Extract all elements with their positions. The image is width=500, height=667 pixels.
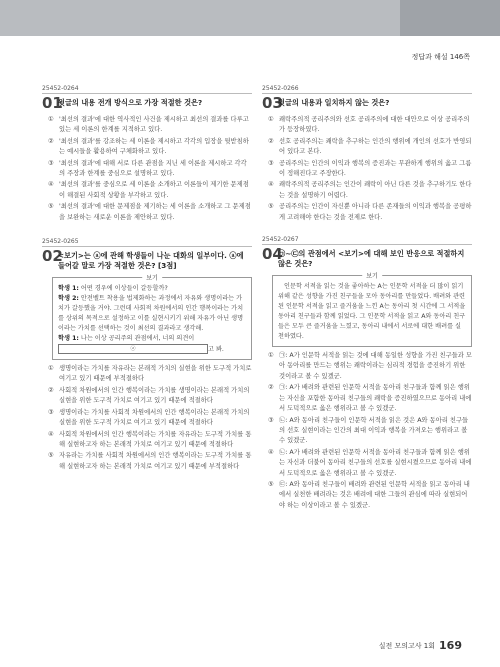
option-text: 공리주의는 인간이 자신뿐 아니라 다른 존재들의 이익과 행복을 공평하게 고려해야 한다는 것을 전제로 한다. [279, 203, 472, 221]
bogi-text: 인문학 서적을 읽는 것을 좋아하는 A는 인문학 서적을 더 많이 읽기 위해 같은 성향을 가진 친구들을 모아 동아리를 만들었다. 배려와 관련된 인문학 서적을 읽고 즐거움을 느낀 A는 동아리 첫 시간에 그 서적을 동아리 친구들과 함께 읽었다. 그 인문학 서적을 읽고 A와 동아리 친구들은 모두 큰 즐거움을 느꼈고, 동아리 내에서 서로에 대한 배려를 실천하였다. [278, 283, 466, 341]
option-text: '최선의 결과'를 강조하는 세 이론을 제시하고 각각의 입장을 뒷받침하는 예시들을 활용하여 구체화하고 있다. [59, 137, 249, 156]
answer-option[interactable] [48, 364, 252, 385]
header-accent-bar [400, 0, 500, 36]
answer-option[interactable] [268, 351, 472, 382]
option-text: 선호 공리주의는 쾌락을 추구하는 인간의 행위에 개인의 선호가 반영되어 있다고 본다. [279, 137, 472, 156]
dialog-line [58, 294, 246, 334]
question-1 [42, 84, 252, 223]
option-text: ㉢: A와 동아리 친구들이 배려와 관련된 인문학 서적을 읽고 동아리 내에서 실천한 배려라는 것은 배려에 대한 그들의 관심에 따라 실현되어야 하는 이상이라고 볼 수 있겠군. [279, 480, 470, 509]
question-4 [262, 235, 472, 511]
question-number: 01 [42, 94, 63, 112]
dialog-text: 나는 이상 공리주의 관점에서, 너의 의견이 [80, 335, 195, 343]
option-number: ⑤ [48, 203, 54, 211]
option-text: '최선의 결과'를 중심으로 세 이론을 소개하고 이론들이 제기한 문제점이 해결된 사회적 상황을 부각하고 있다. [59, 181, 249, 199]
dialog-text: 어떤 경우에 이상들이 갈등할까? [80, 285, 168, 293]
question-text: <보기>는 ⓐ에 관해 학생들이 나눈 대화의 일부이다. ⓐ에 들어갈 말로 가장 적절한 것은? [3점] [58, 251, 244, 271]
answer-option[interactable] [48, 137, 252, 158]
option-text: '최선의 결과'에 대한 문제점을 제기하는 세 이론을 소개하고 그 문제점을 보완하는 새로운 이론을 제안하고 있다. [59, 203, 251, 221]
option-number: ③ [268, 159, 274, 167]
page-number: 169 [439, 639, 462, 652]
answer-option[interactable] [268, 115, 472, 136]
dialog-line [58, 344, 246, 355]
dialog-line [58, 284, 246, 294]
option-text: ㉠: A가 배려와 관련된 인문학 서적을 동아리 친구들과 함께 읽은 행위는 자신을 포함한 동아리 친구들의 쾌락을 증진하였으므로 동아리 내에서 도덕적으로 옳은 행위라고 볼 수 있겠군. [279, 384, 472, 413]
option-list [48, 115, 252, 223]
page-footer [379, 639, 462, 652]
option-text: ㉡: A와 동아리 친구들이 인문학 서적을 읽은 것은 A와 동아리 친구들의 선호 실현이라는 인간의 최대 이익과 행복을 가져오는 행위라고 볼 수 있겠군. [279, 416, 469, 445]
answer-option[interactable] [268, 480, 472, 511]
option-list [48, 364, 252, 472]
option-list [268, 115, 472, 223]
question-text: 윗글의 내용 전개 방식으로 가장 적절한 것은? [58, 98, 203, 107]
option-number: ⑤ [268, 203, 274, 211]
option-text: 생명이라는 가치를 자유라는 본래적 가치의 실현을 위한 도구적 가치로 여기고 있기 때문에 부적절하다 [59, 365, 252, 383]
option-number: ③ [268, 416, 274, 424]
answer-option[interactable] [48, 408, 252, 429]
question-text: 윗글의 내용과 일치하지 않는 것은? [278, 98, 390, 107]
option-number: ② [48, 386, 54, 394]
answer-option[interactable] [48, 430, 252, 451]
option-number: ④ [48, 430, 54, 438]
bogi-box [52, 277, 252, 360]
option-list [268, 351, 472, 511]
question-3 [262, 84, 472, 223]
question-code: 25452-0265 [42, 237, 252, 247]
right-column [262, 84, 472, 512]
header-bar [0, 0, 500, 36]
option-text: '최선의 결과'에 대한 역사적인 사건을 제시하고 최선의 결과를 다루고 있는 세 이론의 한계를 지적하고 있다. [59, 116, 249, 134]
answer-option[interactable] [48, 202, 252, 223]
answer-option[interactable] [268, 202, 472, 223]
option-number: ① [268, 116, 274, 123]
option-text: ㉠: A가 인문학 서적을 읽는 것에 대해 동일한 성향을 가진 친구들과 모아 동아리를 만드는 행위는 쾌락이라는 심리적 경험을 증진하기 위한 것이라고 볼 수 있겠군. [279, 352, 472, 380]
bogi-label: 보기 [362, 271, 382, 280]
answer-option[interactable] [48, 180, 252, 201]
question-number: 03 [262, 94, 283, 112]
option-number: ⑤ [268, 480, 274, 488]
bogi-box [272, 275, 472, 347]
question-header [262, 96, 472, 111]
option-number: ③ [48, 408, 54, 416]
answer-option[interactable] [48, 451, 252, 472]
question-2 [42, 237, 252, 472]
question-header [42, 249, 252, 271]
dialog-line [58, 334, 246, 344]
option-text: 생명이라는 가치를 사회적 차원에서의 인간 행복이라는 본래적 가치의 실현을 위한 도구적 가치로 여기고 있기 때문에 적절하다 [59, 408, 250, 427]
question-header [262, 247, 472, 269]
answer-option[interactable] [268, 180, 472, 201]
answer-option[interactable] [268, 448, 472, 479]
bogi-label: 보기 [142, 273, 162, 282]
option-text: 사회적 차원에서의 인간 행복이라는 가치를 자유라는 도구적 가치를 통해 실현하고자 하는 본래적 가치로 여기고 있기 때문에 적절하다 [59, 430, 252, 448]
question-code: 25452-0267 [262, 235, 472, 245]
answer-option[interactable] [268, 137, 472, 158]
question-header [42, 96, 252, 111]
dialog-text: 안전벨트 착용을 법제화하는 과정에서 자유와 생명이라는 가치가 갈등했을 거야. 그런데 사회적 차원에서의 인간 행복이라는 가치를 상위의 목적으로 설정하고 이를 실현시키기 위해 자유가 아닌 생명이라는 가치를 선택하는 것이 최선의 결과라고 생각해. [58, 295, 244, 333]
option-number: ⑤ [48, 452, 54, 460]
answer-option[interactable] [48, 159, 252, 180]
option-text: 자유라는 가치를 사회적 차원에서의 인간 행복이라는 도구적 가치를 통해 실현하고자 하는 본래적 가치로 여기고 있기 때문에 부적절하다 [59, 452, 252, 470]
option-text: 공리주의는 인간의 이익과 행복의 증진과는 무관하게 행위의 옳고 그름이 정해진다고 주장한다. [279, 159, 472, 178]
option-number: ② [268, 384, 274, 392]
speaker: 학생 1: [58, 285, 79, 293]
question-number: 04 [262, 245, 283, 264]
question-code: 25452-0264 [42, 84, 252, 94]
option-text: 쾌락주의적 공리주의와 선호 공리주의에 대한 대안으로 이상 공리주의가 등장하였다. [279, 116, 470, 134]
option-number: ③ [48, 159, 54, 167]
option-text: '최선의 결과'에 대해 서로 다른 관점을 지닌 세 이론을 제시하고 각각의 주장과 한계를 중심으로 설명하고 있다. [59, 159, 247, 178]
option-number: ④ [48, 181, 54, 189]
question-code: 25452-0266 [262, 84, 472, 94]
answer-reference: 정답과 해설 146쪽 [411, 53, 470, 61]
option-text: 사회적 차원에서의 인간 행복이라는 가치를 생명이라는 본래적 가치의 실현을 위한 도구적 가치로 여기고 있기 때문에 적절하다 [59, 386, 250, 405]
answer-option[interactable] [268, 383, 472, 414]
speaker: 학생 1: [58, 335, 79, 343]
question-text: ㉠~㉢의 관점에서 <보기>에 대해 보인 반응으로 적절하지 않은 것은? [278, 249, 465, 269]
option-number: ① [48, 116, 54, 123]
option-number: ④ [268, 181, 274, 189]
blank-suffix: 고 봐. [208, 346, 224, 354]
answer-option[interactable] [48, 386, 252, 407]
left-column [42, 84, 252, 473]
exam-label: 실전 모의고사 1회 [378, 641, 436, 650]
option-number: ② [268, 137, 274, 145]
answer-option[interactable] [48, 115, 252, 136]
option-number: ① [268, 352, 274, 360]
answer-option[interactable] [268, 159, 472, 180]
option-text: ㉡: A가 배려와 관련된 인문학 서적을 동아리 친구들과 함께 읽은 행위는 자신과 더불어 동아리 친구들의 선호를 실현시켰으므로 동아리 내에서 도덕적으로 옳은 행위라고 볼 수 있겠군. [279, 448, 472, 477]
answer-blank: ⓐ [58, 344, 208, 354]
question-number: 02 [42, 247, 63, 266]
option-number: ① [48, 365, 54, 373]
option-number: ② [48, 137, 54, 145]
option-text: 쾌락주의적 공리주의는 인간이 쾌락이 아닌 다른 것을 추구하기도 한다는 것을 설명하기 어렵다. [279, 181, 472, 199]
answer-option[interactable] [268, 416, 472, 447]
speaker: 학생 2: [58, 295, 79, 303]
option-number: ④ [268, 448, 274, 456]
